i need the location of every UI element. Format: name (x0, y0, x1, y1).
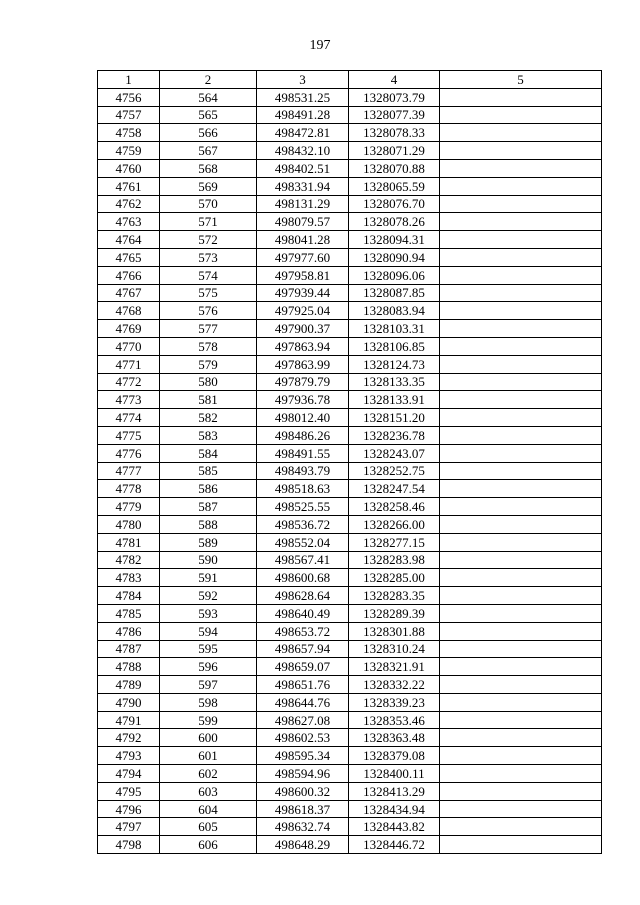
table-cell-col-5 (440, 302, 602, 320)
table-cell-col-1: 4787 (98, 640, 160, 658)
table-cell-col-2: 591 (160, 569, 257, 587)
table-row (98, 693, 602, 711)
table-cell-col-5 (440, 818, 602, 836)
table-cell-col-2: 569 (160, 177, 257, 195)
table-cell-col-3: 498531.25 (257, 88, 349, 106)
table-row (98, 747, 602, 765)
table-cell-col-4: 1328106.85 (349, 337, 440, 355)
table-row (98, 444, 602, 462)
table-cell-col-3: 498648.29 (257, 836, 349, 854)
table-cell-col-4: 1328285.00 (349, 569, 440, 587)
table-cell-col-2: 573 (160, 248, 257, 266)
table-cell-col-1: 4792 (98, 729, 160, 747)
table-row (98, 409, 602, 427)
table-row (98, 587, 602, 605)
table-cell-col-4: 1328243.07 (349, 444, 440, 462)
table-cell-col-2: 578 (160, 337, 257, 355)
table-cell-col-4: 1328332.22 (349, 676, 440, 694)
table-cell-col-5 (440, 426, 602, 444)
table-cell-col-2: 595 (160, 640, 257, 658)
table-cell-col-4: 1328073.79 (349, 88, 440, 106)
table-cell-col-4: 1328078.33 (349, 124, 440, 142)
table-row (98, 266, 602, 284)
table-cell-col-2: 605 (160, 818, 257, 836)
table-cell-col-3: 498518.63 (257, 480, 349, 498)
table-header-row (98, 71, 602, 89)
table-cell-col-3: 498657.94 (257, 640, 349, 658)
table-cell-col-1: 4789 (98, 676, 160, 694)
table-cell-col-2: 575 (160, 284, 257, 302)
table-cell-col-3: 497879.79 (257, 373, 349, 391)
table-cell-col-3: 498659.07 (257, 658, 349, 676)
table-cell-col-1: 4796 (98, 800, 160, 818)
table-cell-col-4: 1328133.91 (349, 391, 440, 409)
table-cell-col-2: 571 (160, 213, 257, 231)
table-cell-col-2: 598 (160, 693, 257, 711)
table-cell-col-3: 498602.53 (257, 729, 349, 747)
table-cell-col-1: 4768 (98, 302, 160, 320)
table-row (98, 480, 602, 498)
table-cell-col-3: 498491.55 (257, 444, 349, 462)
table-cell-col-4: 1328400.11 (349, 765, 440, 783)
table-cell-col-4: 1328446.72 (349, 836, 440, 854)
table-cell-col-5 (440, 711, 602, 729)
table-cell-col-5 (440, 800, 602, 818)
table-row (98, 711, 602, 729)
table-cell-col-2: 564 (160, 88, 257, 106)
table-cell-col-5 (440, 142, 602, 160)
column-header-3: 3 (257, 71, 349, 89)
table-cell-col-4: 1328443.82 (349, 818, 440, 836)
table-cell-col-2: 597 (160, 676, 257, 694)
table-cell-col-5 (440, 373, 602, 391)
table-cell-col-3: 497939.44 (257, 284, 349, 302)
table-row (98, 124, 602, 142)
table-cell-col-5 (440, 640, 602, 658)
table-cell-col-2: 568 (160, 159, 257, 177)
table-cell-col-2: 565 (160, 106, 257, 124)
table-cell-col-3: 498632.74 (257, 818, 349, 836)
table-cell-col-2: 592 (160, 587, 257, 605)
table-cell-col-3: 498594.96 (257, 765, 349, 783)
table-cell-col-1: 4767 (98, 284, 160, 302)
table-cell-col-4: 1328301.88 (349, 622, 440, 640)
table-cell-col-4: 1328133.35 (349, 373, 440, 391)
table-row (98, 426, 602, 444)
table-cell-col-5 (440, 604, 602, 622)
table-row (98, 284, 602, 302)
table-cell-col-1: 4775 (98, 426, 160, 444)
table-cell-col-1: 4759 (98, 142, 160, 160)
table-cell-col-5 (440, 195, 602, 213)
table-row (98, 106, 602, 124)
table-cell-col-2: 570 (160, 195, 257, 213)
table-cell-col-3: 498567.41 (257, 551, 349, 569)
table-row (98, 462, 602, 480)
table-cell-col-1: 4779 (98, 498, 160, 516)
table-cell-col-3: 498627.08 (257, 711, 349, 729)
table-cell-col-5 (440, 729, 602, 747)
table-cell-col-1: 4780 (98, 515, 160, 533)
table-cell-col-5 (440, 747, 602, 765)
table-cell-col-1: 4795 (98, 782, 160, 800)
table-cell-col-4: 1328353.46 (349, 711, 440, 729)
table-cell-col-4: 1328083.94 (349, 302, 440, 320)
table-row (98, 213, 602, 231)
table-cell-col-3: 498552.04 (257, 533, 349, 551)
table-cell-col-5 (440, 533, 602, 551)
table-cell-col-5 (440, 231, 602, 249)
table-row (98, 177, 602, 195)
table-cell-col-1: 4778 (98, 480, 160, 498)
table-cell-col-3: 498331.94 (257, 177, 349, 195)
table-cell-col-5 (440, 782, 602, 800)
table-cell-col-3: 498644.76 (257, 693, 349, 711)
table-cell-col-4: 1328151.20 (349, 409, 440, 427)
table-cell-col-5 (440, 177, 602, 195)
table-cell-col-4: 1328252.75 (349, 462, 440, 480)
table-row (98, 800, 602, 818)
table-cell-col-3: 498595.34 (257, 747, 349, 765)
table-cell-col-2: 566 (160, 124, 257, 142)
table-cell-col-3: 498653.72 (257, 622, 349, 640)
table-row (98, 195, 602, 213)
table-cell-col-4: 1328363.48 (349, 729, 440, 747)
table-row (98, 231, 602, 249)
table-cell-col-1: 4762 (98, 195, 160, 213)
table-cell-col-5 (440, 124, 602, 142)
table-cell-col-1: 4798 (98, 836, 160, 854)
table-cell-col-4: 1328078.26 (349, 213, 440, 231)
table-cell-col-3: 497925.04 (257, 302, 349, 320)
table-cell-col-2: 581 (160, 391, 257, 409)
table-cell-col-1: 4770 (98, 337, 160, 355)
table-cell-col-2: 585 (160, 462, 257, 480)
table-cell-col-5 (440, 266, 602, 284)
table-cell-col-4: 1328094.31 (349, 231, 440, 249)
table-cell-col-1: 4788 (98, 658, 160, 676)
column-header-2: 2 (160, 71, 257, 89)
table-row (98, 729, 602, 747)
table-cell-col-3: 498079.57 (257, 213, 349, 231)
table-row (98, 640, 602, 658)
table-cell-col-2: 583 (160, 426, 257, 444)
table-cell-col-5 (440, 551, 602, 569)
table-cell-col-5 (440, 765, 602, 783)
table-row (98, 320, 602, 338)
table-cell-col-2: 589 (160, 533, 257, 551)
table-cell-col-3: 497977.60 (257, 248, 349, 266)
table-cell-col-4: 1328247.54 (349, 480, 440, 498)
table-cell-col-3: 498536.72 (257, 515, 349, 533)
table-cell-col-1: 4776 (98, 444, 160, 462)
table-cell-col-2: 580 (160, 373, 257, 391)
table-cell-col-3: 498493.79 (257, 462, 349, 480)
table-cell-col-5 (440, 444, 602, 462)
table-cell-col-1: 4786 (98, 622, 160, 640)
table-cell-col-1: 4774 (98, 409, 160, 427)
table-cell-col-4: 1328103.31 (349, 320, 440, 338)
table-row (98, 765, 602, 783)
table-cell-col-2: 587 (160, 498, 257, 516)
table-row (98, 391, 602, 409)
table-cell-col-4: 1328266.00 (349, 515, 440, 533)
table-cell-col-3: 498472.81 (257, 124, 349, 142)
table-cell-col-2: 601 (160, 747, 257, 765)
table-cell-col-4: 1328236.78 (349, 426, 440, 444)
table-cell-col-4: 1328096.06 (349, 266, 440, 284)
table-cell-col-1: 4777 (98, 462, 160, 480)
table-row (98, 248, 602, 266)
table-cell-col-4: 1328413.29 (349, 782, 440, 800)
table-cell-col-4: 1328258.46 (349, 498, 440, 516)
table-cell-col-1: 4773 (98, 391, 160, 409)
table-cell-col-1: 4793 (98, 747, 160, 765)
table-cell-col-3: 498012.40 (257, 409, 349, 427)
table-cell-col-1: 4772 (98, 373, 160, 391)
table-cell-col-3: 498600.32 (257, 782, 349, 800)
table-cell-col-3: 497900.37 (257, 320, 349, 338)
table-row (98, 818, 602, 836)
table-cell-col-3: 498486.26 (257, 426, 349, 444)
table-cell-col-4: 1328289.39 (349, 604, 440, 622)
table-cell-col-3: 497863.99 (257, 355, 349, 373)
table-cell-col-5 (440, 248, 602, 266)
table-cell-col-4: 1328310.24 (349, 640, 440, 658)
table-cell-col-1: 4784 (98, 587, 160, 605)
table-cell-col-1: 4797 (98, 818, 160, 836)
table-cell-col-3: 498131.29 (257, 195, 349, 213)
table-cell-col-1: 4769 (98, 320, 160, 338)
table-cell-col-1: 4756 (98, 88, 160, 106)
table-cell-col-4: 1328065.59 (349, 177, 440, 195)
table-cell-col-2: 586 (160, 480, 257, 498)
table-cell-col-5 (440, 213, 602, 231)
table-cell-col-2: 576 (160, 302, 257, 320)
table-cell-col-2: 603 (160, 782, 257, 800)
table-cell-col-2: 588 (160, 515, 257, 533)
table-cell-col-2: 594 (160, 622, 257, 640)
table-cell-col-3: 498402.51 (257, 159, 349, 177)
table-cell-col-4: 1328321.91 (349, 658, 440, 676)
table-cell-col-5 (440, 337, 602, 355)
table-row (98, 782, 602, 800)
table-row (98, 515, 602, 533)
table-row (98, 569, 602, 587)
table-cell-col-3: 497958.81 (257, 266, 349, 284)
table-cell-col-3: 498628.64 (257, 587, 349, 605)
table-cell-col-5 (440, 391, 602, 409)
table-row (98, 142, 602, 160)
table-cell-col-4: 1328077.39 (349, 106, 440, 124)
table-cell-col-2: 606 (160, 836, 257, 854)
table-cell-col-2: 600 (160, 729, 257, 747)
table-cell-col-5 (440, 569, 602, 587)
table-cell-col-3: 498618.37 (257, 800, 349, 818)
table-cell-col-1: 4766 (98, 266, 160, 284)
table-row (98, 551, 602, 569)
table-cell-col-5 (440, 480, 602, 498)
table-cell-col-4: 1328087.85 (349, 284, 440, 302)
table-cell-col-5 (440, 693, 602, 711)
table-cell-col-5 (440, 676, 602, 694)
table-cell-col-1: 4791 (98, 711, 160, 729)
table-cell-col-2: 604 (160, 800, 257, 818)
table-cell-col-3: 498640.49 (257, 604, 349, 622)
table-cell-col-2: 579 (160, 355, 257, 373)
table-cell-col-2: 599 (160, 711, 257, 729)
table-cell-col-5 (440, 409, 602, 427)
column-header-5: 5 (440, 71, 602, 89)
table-row (98, 533, 602, 551)
table-row (98, 498, 602, 516)
table-cell-col-5 (440, 355, 602, 373)
table-cell-col-4: 1328283.35 (349, 587, 440, 605)
table-cell-col-3: 498525.55 (257, 498, 349, 516)
table-cell-col-5 (440, 587, 602, 605)
table-cell-col-2: 593 (160, 604, 257, 622)
coordinates-table (97, 70, 602, 854)
table-cell-col-2: 596 (160, 658, 257, 676)
table-cell-col-2: 567 (160, 142, 257, 160)
table-cell-col-3: 498041.28 (257, 231, 349, 249)
table-cell-col-5 (440, 658, 602, 676)
table-body (98, 88, 602, 853)
column-header-4: 4 (349, 71, 440, 89)
table-cell-col-5 (440, 159, 602, 177)
table-cell-col-1: 4757 (98, 106, 160, 124)
table-cell-col-1: 4760 (98, 159, 160, 177)
table-cell-col-1: 4763 (98, 213, 160, 231)
table-row (98, 337, 602, 355)
table-cell-col-3: 498432.10 (257, 142, 349, 160)
table-cell-col-5 (440, 836, 602, 854)
table-cell-col-4: 1328277.15 (349, 533, 440, 551)
table-row (98, 373, 602, 391)
table-cell-col-3: 498651.76 (257, 676, 349, 694)
table-row (98, 355, 602, 373)
table-cell-col-1: 4794 (98, 765, 160, 783)
table-row (98, 658, 602, 676)
table-cell-col-5 (440, 622, 602, 640)
table-cell-col-4: 1328339.23 (349, 693, 440, 711)
table-cell-col-4: 1328434.94 (349, 800, 440, 818)
table-cell-col-2: 584 (160, 444, 257, 462)
table-cell-col-1: 4790 (98, 693, 160, 711)
table-cell-col-5 (440, 88, 602, 106)
table-row (98, 88, 602, 106)
table-cell-col-3: 497936.78 (257, 391, 349, 409)
table-cell-col-4: 1328071.29 (349, 142, 440, 160)
table-cell-col-3: 498600.68 (257, 569, 349, 587)
table-cell-col-1: 4758 (98, 124, 160, 142)
table-cell-col-1: 4764 (98, 231, 160, 249)
table-cell-col-2: 572 (160, 231, 257, 249)
table-cell-col-5 (440, 106, 602, 124)
table-row (98, 676, 602, 694)
table-cell-col-5 (440, 462, 602, 480)
table-cell-col-5 (440, 284, 602, 302)
table-cell-col-4: 1328124.73 (349, 355, 440, 373)
table-cell-col-5 (440, 320, 602, 338)
table-cell-col-1: 4782 (98, 551, 160, 569)
table-cell-col-3: 498491.28 (257, 106, 349, 124)
table-cell-col-3: 497863.94 (257, 337, 349, 355)
table-cell-col-4: 1328090.94 (349, 248, 440, 266)
table-cell-col-1: 4783 (98, 569, 160, 587)
column-header-1: 1 (98, 71, 160, 89)
table-row (98, 159, 602, 177)
table-cell-col-1: 4771 (98, 355, 160, 373)
table-row (98, 622, 602, 640)
table-cell-col-2: 574 (160, 266, 257, 284)
table-cell-col-1: 4781 (98, 533, 160, 551)
table-cell-col-4: 1328379.08 (349, 747, 440, 765)
table-row (98, 302, 602, 320)
table-cell-col-1: 4765 (98, 248, 160, 266)
table-row (98, 604, 602, 622)
table-cell-col-4: 1328283.98 (349, 551, 440, 569)
page-number: 197 (309, 38, 331, 53)
table-cell-col-2: 590 (160, 551, 257, 569)
table-cell-col-2: 577 (160, 320, 257, 338)
table-cell-col-2: 582 (160, 409, 257, 427)
table-cell-col-1: 4785 (98, 604, 160, 622)
table-cell-col-5 (440, 515, 602, 533)
table-cell-col-1: 4761 (98, 177, 160, 195)
table-cell-col-5 (440, 498, 602, 516)
table-cell-col-2: 602 (160, 765, 257, 783)
table-cell-col-4: 1328070.88 (349, 159, 440, 177)
table-row (98, 836, 602, 854)
table-cell-col-4: 1328076.70 (349, 195, 440, 213)
